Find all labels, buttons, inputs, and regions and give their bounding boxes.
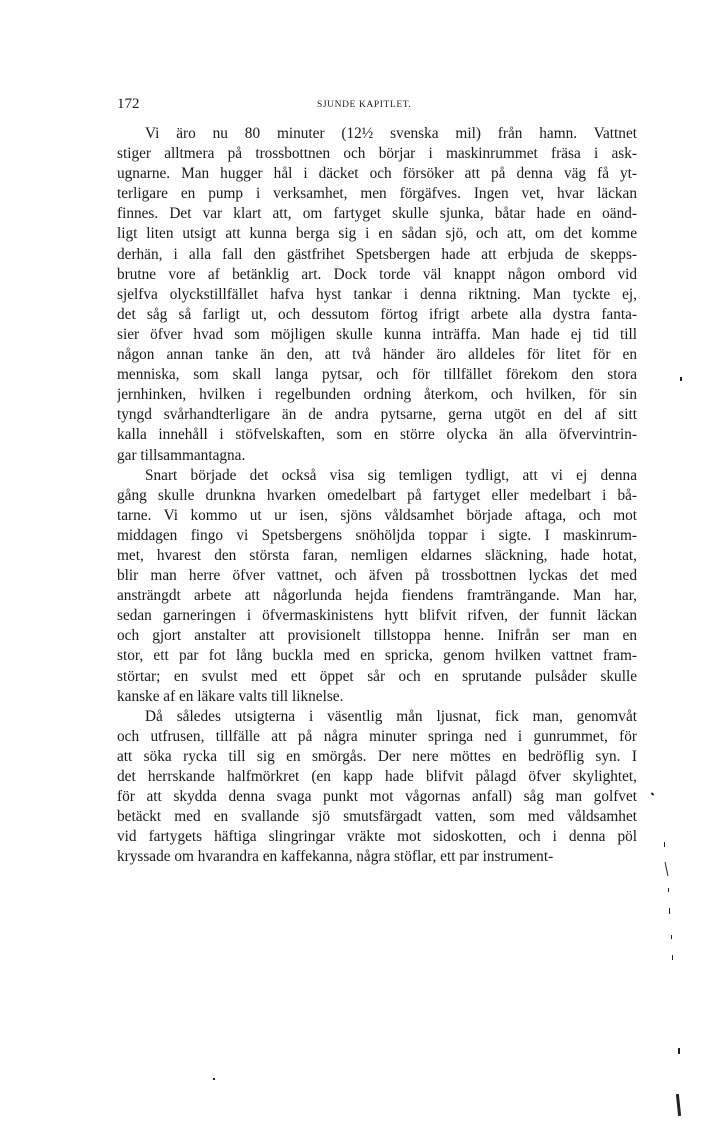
paragraph [117,124,637,466]
text-line: stor, ett par fot lång buckla med en spricka, genom hvilken vattnet fram- [117,647,637,665]
text-line: gång skulle drunkna hvarken omedelbart på fartyget eller medelbart i bå- [117,486,637,504]
text-line: Då således utsigterna i väsentlig mån ljusnat, fick man, genomvåt [145,707,637,725]
text-line: sjelfva olyckstillfället hafva hyst tankar i denna riktning. Man tyckte ej, [117,285,637,303]
paragraph [117,707,637,868]
text-line: ansträngdt arbete att någorlunda hejda fiendens framträngande. Man har, [117,587,637,605]
margin-speck [671,935,672,939]
margin-speck [672,955,673,960]
text-line: kryssade om hvarandra en kaffekanna, några stöflar, ett par instrument- [117,848,554,866]
text-line: gar tillsammantagna. [117,446,246,464]
margin-speck [665,862,669,876]
text-line: kalla innehåll i stöfvelskaften, som en större olycka än alla öfvervintrin- [117,426,637,444]
text-line: att söka rycka till sig en smörgås. Der nere möttes en bedröflig syn. I [117,747,637,765]
text-line: middagen fingo vi Spetsbergens snöhöljda toppar i sigte. I maskinrum- [117,526,637,544]
text-line: met, hvarest den största faran, nemligen eldarnes släckning, hade hotat, [117,546,637,564]
margin-speck [213,1078,215,1080]
page-number: 172 [117,96,140,112]
text-line: vid fartygets häftiga slingringar vräkte mot sidoskotten, och i denna pöl [117,828,637,846]
text-line: sier öfver hvad som möjligen skulle kunna inträffa. Man hade ej tid till [117,325,637,343]
margin-speck [680,377,682,381]
text-line: störtar; en svulst med ett öppet sår och en sprutande pulsåder skulle [117,667,637,685]
text-line: för att skydda denna svaga punkt mot vågornas anfall) såg man golfvet [117,788,637,806]
text-line: kanske af en läkare valts till liknelse. [117,687,344,705]
text-line: menniska, som skall langa pytsar, och för tillfället förekom den stora [117,366,637,384]
text-line: och utfrusen, tillfälle att på några minuter springa ned i gunrummet, för [117,727,637,745]
text-line: stiger alltmera på trossbottnen och börjar i maskinrummet fräsa i ask- [117,145,637,163]
text-line: någon annan tanke än den, att två händer äro alldeles för litet för en [117,346,637,364]
text-line: ugnarne. Man hugger hål i däcket och försöker att på denna väg få yt- [117,165,637,183]
text-line: och gjort anstalter att provisionelt tillstoppa henne. Inifrån ser man en [117,627,637,645]
margin-speck [669,908,670,914]
text-line: det såg så farligt ut, och dessutom förtog ifrigt arbete alla dystra fanta- [117,305,637,323]
text-line: finnes. Det var klart att, om fartyget skulle sjunka, båtar hade en oänd- [117,205,637,223]
text-line: Vi äro nu 80 minuter (12½ svenska mil) från hamn. Vattnet [145,125,637,142]
margin-speck [651,792,655,795]
text-line: terligare en pump i verksamhet, men förgäfves. Ingen vet, hvar läckan [117,185,637,203]
page-header [117,96,637,118]
text-line: tyngd svårhandterligare än de andra pytsarne, gerna utgöt en del af sitt [117,406,637,424]
text-line: Snart började det också visa sig temligen tydligt, att vi ej denna [145,466,637,484]
text-line: brutne vore af betänklig art. Dock torde väl knappt någon ombord vid [117,265,637,283]
running-head: SJUNDE KAPITLET. [317,100,412,110]
text-line: ligt liten utsigt att kunna berga sig i en sådan sjö, och att, om det komme [117,225,637,243]
text-line: sedan garneringen i öfvermaskinistens hytt blifvit rifven, der funnit läckan [117,607,637,625]
paragraph [117,466,637,707]
margin-speck [664,842,665,847]
text-line: derhän, i alla fall den gästfrihet Spetsbergen hade att erbjuda de skepps- [117,245,637,263]
text-line: tarne. Vi kommo ut ur isen, sjöns våldsamhet började aftaga, och mot [117,506,637,524]
body-text [117,124,637,867]
text-line: blir man herre öfver vattnet, och äfven på trossbottnen lyckas det med [117,567,637,585]
margin-speck [668,888,669,892]
text-line: betäckt med en svallande sjö smutsfärgadt vatten, som med våldsamhet [117,808,637,826]
text-line: jernhinken, hvilken i regelbunden ordning återkom, och hvilken, för sin [117,386,637,404]
margin-speck [678,1048,680,1054]
text-line: det herrskande halfmörkret (en kapp hade blifvit pålagd öfver skylightet, [117,768,637,785]
margin-speck [676,1094,681,1116]
